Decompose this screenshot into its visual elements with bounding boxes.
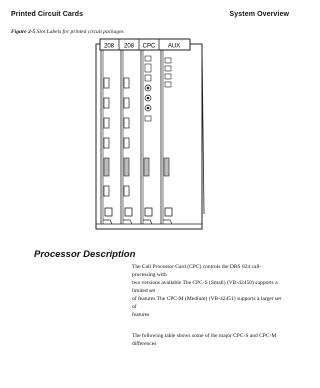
- figure-label: Figure 2-5: [11, 29, 36, 35]
- circuit-card-cpc: [141, 50, 152, 224]
- circuit-card-1: [101, 50, 112, 224]
- section-title: Processor Description: [34, 249, 136, 260]
- processor-paragraph: [132, 263, 282, 319]
- slot-label-3: CPC: [142, 43, 156, 50]
- slot-label-4: AUX: [167, 43, 181, 50]
- table-intro-paragraph: The following table shows some of the major CPC-S and CPC-M differences: [132, 333, 277, 347]
- running-header-left: Printed Circuit Cards: [11, 11, 84, 18]
- paragraph-line: features: [132, 312, 150, 318]
- circuit-card-aux: [161, 50, 172, 224]
- circuit-card-2: [121, 50, 132, 224]
- running-header-right: System Overview: [229, 11, 289, 18]
- slot-label-2: 208: [123, 43, 135, 50]
- figure-caption: [11, 29, 124, 35]
- paragraph-line: of features The CPC-M (Medium) (VB-42451) supports a larger set of: [132, 296, 282, 310]
- paragraph-line: The Call Processor Card (CPC) controls the DBS 824 call-processing with: [132, 264, 262, 278]
- paragraph-line: two versions available The CPC-S (Small) (VB-42450) supports a limited set: [132, 280, 278, 294]
- slot-label-1: 208: [103, 43, 115, 50]
- card-cage-illustration: [90, 36, 210, 232]
- figure-caption-text: Slot Labels for printed circuit packages: [36, 29, 124, 35]
